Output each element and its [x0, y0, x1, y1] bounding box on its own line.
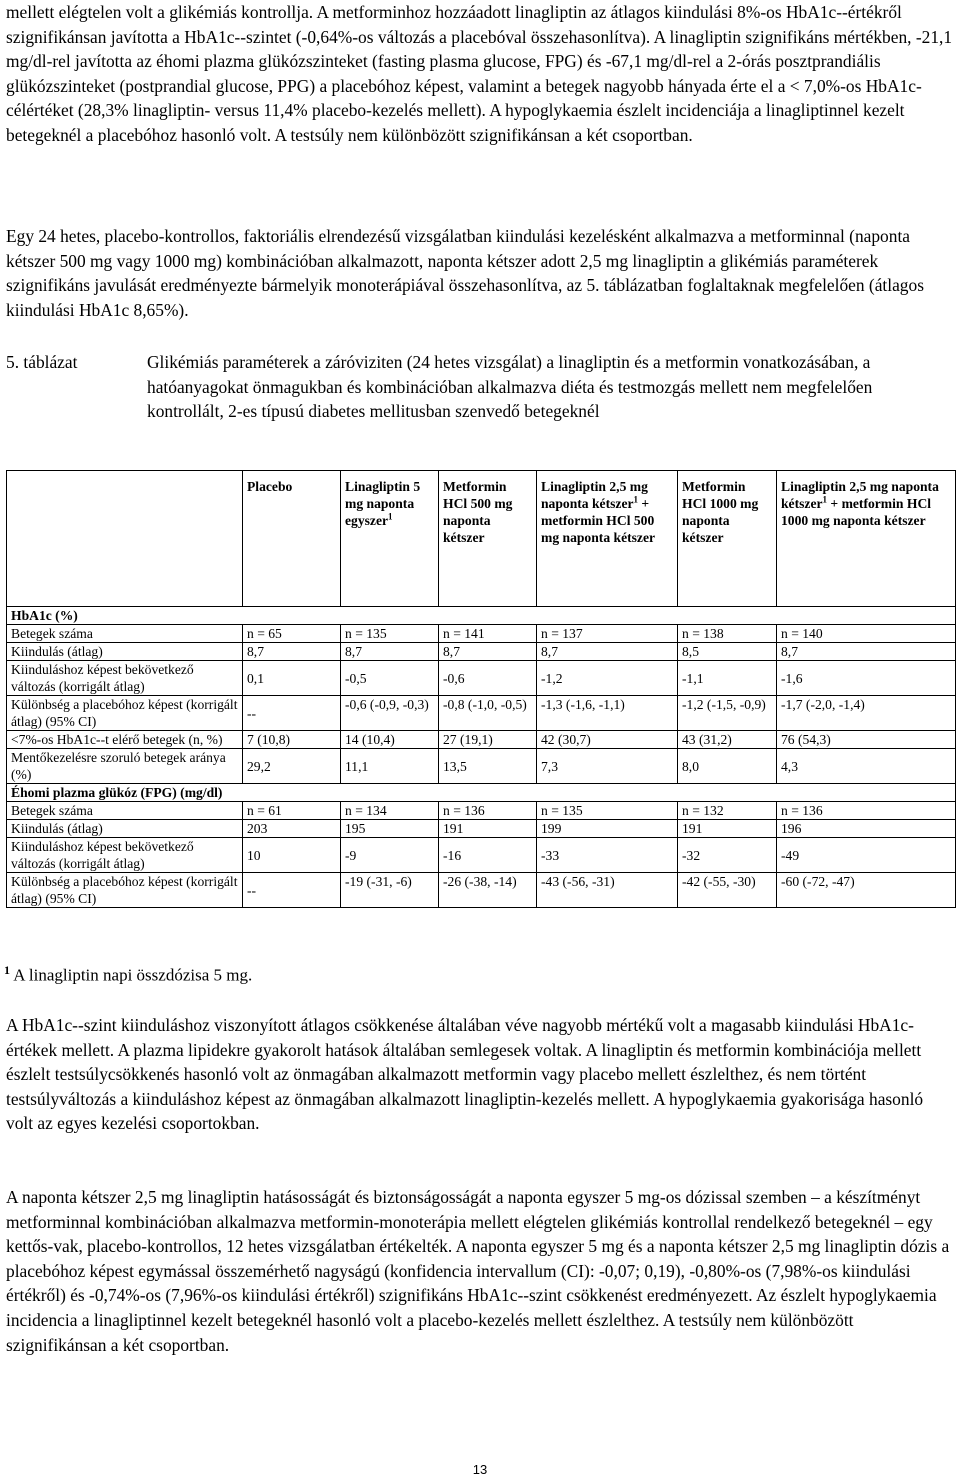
- row-label: Mentőkezelésre szoruló betegek aránya (%): [7, 749, 243, 784]
- table-cell: -33: [537, 838, 678, 873]
- table-cell: -1,2 (-1,5, -0,9): [678, 696, 777, 731]
- table-cell: 27 (19,1): [439, 731, 537, 749]
- header-empty-cell: [7, 471, 243, 607]
- table-cell: n = 141: [439, 625, 537, 643]
- table-row: [7, 731, 956, 749]
- row-label: Betegek száma: [7, 802, 243, 820]
- table-caption-label: 5. táblázat: [6, 352, 78, 372]
- results-table: [6, 470, 956, 908]
- table-cell: 196: [777, 820, 956, 838]
- section-title-fpg: Éhomi plazma glükóz (FPG) (mg/dl): [7, 784, 956, 802]
- row-label: Kiindulás (átlag): [7, 643, 243, 661]
- table-row: [7, 873, 956, 908]
- header-metformin-1000: Metformin HCl 1000 mg naponta kétszer: [678, 471, 777, 607]
- paragraph-2: Egy 24 hetes, placebo-kontrollos, faktoriális elrendezésű vizsgálatban kiindulási kezelésként alkalmazva a metforminnal (naponta kétszer 500 mg vagy 1000 mg) kombinációban alkalmazott, naponta kétszer adott 2,5 mg linagliptin a glikémiás paraméterek szignifikáns javulását eredményezte bármelyik monoterápiával összehasonlítva, az 5. táblázatban foglaltaknak megfelelően (átlagos kiindulási HbA1c 8,65%).: [6, 226, 924, 320]
- row-label: Különbség a placebóhoz képest (korrigált átlag) (95% CI): [7, 873, 243, 908]
- table-row: [7, 661, 956, 696]
- table-cell: 8,7: [341, 643, 439, 661]
- table-cell: n = 65: [243, 625, 341, 643]
- table-cell: -1,6: [777, 661, 956, 696]
- table-cell: n = 138: [678, 625, 777, 643]
- paragraph-1: mellett elégtelen volt a glikémiás kontrollja. A metforminhoz hozzáadott linagliptin az átlagos kiindulási 8%-os HbA1c--értékről szignifikánsan javította a HbA1c--szintet (-0,64%-os változás a placebóval összehasonlítva). A linagliptin szignifikáns mértékben, -21,1 mg/dl-rel javította az éhomi plazma glükózszinteket (fasting plasma glucose, FPG) és -67,1 mg/dl-rel a 2-órás posztprandiális glükózszinteket (postprandial glucose, PPG) a placebóhoz képest, valamint a betegek nagyobb hányada érte el a < 7,0%-os HbA1c- célértéket (28,3% linagliptin- versus 11,4% placebo-kezelés mellett). A hypoglykaemia észlelt incidenciája a linagliptinnel kezelt betegeknél a placebóhoz hasonló volt. A testsúly nem különbözött szignifikánsan a két csoportban.: [6, 2, 953, 145]
- table-cell: 8,7: [243, 643, 341, 661]
- section-row-hba1c: [7, 607, 956, 625]
- table-row: [7, 643, 956, 661]
- table-cell: n = 132: [678, 802, 777, 820]
- table-row: [7, 749, 956, 784]
- table-cell: n = 135: [341, 625, 439, 643]
- table-cell: 4,3: [777, 749, 956, 784]
- table-cell: -0,5: [341, 661, 439, 696]
- table-cell: 14 (10,4): [341, 731, 439, 749]
- section-row-fpg: [7, 784, 956, 802]
- table-cell: -9: [341, 838, 439, 873]
- table-cell: 8,7: [537, 643, 678, 661]
- paragraph-3: A HbA1c--szint kiinduláshoz viszonyított átlagos csökkenése általában véve nagyobb mértékű volt a magasabb kiindulási HbA1c- értékek mellett. A plazma lipidekre gyakorolt hatások általában semlegesek voltak. A linagliptin és metformin kombinációja mellett észlelt testsúlycsökkenés hasonló volt az önmagában alkalmazott metformin vagy placebo mellett észlelthez, és nem történt testsúlyváltozás a kiinduláshoz képest az önmagában alkalmazott linagliptin-kezelés mellett. A hypoglykaemia gyakorisága hasonló volt az egyes kezelési csoportokban.: [6, 1015, 924, 1134]
- table-cell: -0,8 (-1,0, -0,5): [439, 696, 537, 731]
- table-cell: 0,1: [243, 661, 341, 696]
- table-cell: -42 (-55, -30): [678, 873, 777, 908]
- table-cell: -1,7 (-2,0, -1,4): [777, 696, 956, 731]
- table-cell: -43 (-56, -31): [537, 873, 678, 908]
- table-cell: -1,2: [537, 661, 678, 696]
- header-combo-500: Linagliptin 2,5 mg naponta kétszer$^1$ + metformin HCl 500 mg naponta kétszer: [537, 471, 678, 607]
- row-label: Különbség a placebóhoz képest (korrigált átlag) (95% CI): [7, 696, 243, 731]
- table-cell: -1,1: [678, 661, 777, 696]
- table-cell: 8,7: [439, 643, 537, 661]
- table-cell: -49: [777, 838, 956, 873]
- table-cell: --: [243, 696, 341, 731]
- row-label: Kiindulás (átlag): [7, 820, 243, 838]
- paragraph-4: A naponta kétszer 2,5 mg linagliptin hatásosságát és biztonságosságát a naponta egyszer 5 mg-os dózissal szemben – a készítményt metforminnal kombinációban alkalmazva metformin-monoterápia mellett elégtelen glikémiás kontrollal rendelkező betegeknél – egy kettős-vak, placebo-kontrollos, 12 hetes vizsgálatban értékelték. A naponta egyszer 5 mg és a naponta kétszer 2,5 mg linagliptin dózis a placebóhoz képest egymással összemérhető nagyságú (konfidencia intervallum (CI): -0,07; 0,19), -0,80%-os (7,98%-os kiindulási értékről) és -0,74%-os (7,96%-os kiindulási értékről) szignifikáns HbA1c--szint csökkenést eredményezett. Az észlelt hypoglykaemia incidencia a linagliptinnel kezelt betegeknél hasonló volt a placebo-kezelés mellett észlelthez. A testsúly nem különbözött szignifikánsan a két csoportban.: [6, 1187, 950, 1355]
- table-cell: 13,5: [439, 749, 537, 784]
- table-cell: 8,7: [777, 643, 956, 661]
- table-cell: -19 (-31, -6): [341, 873, 439, 908]
- table-cell: n = 61: [243, 802, 341, 820]
- row-label: <7%-os HbA1c--t elérő betegek (n, %): [7, 731, 243, 749]
- table-cell: 11,1: [341, 749, 439, 784]
- table-cell: 8,5: [678, 643, 777, 661]
- table-cell: 29,2: [243, 749, 341, 784]
- table-header-row: [7, 471, 956, 607]
- table-row: [7, 802, 956, 820]
- table-cell: n = 135: [537, 802, 678, 820]
- table-cell: n = 137: [537, 625, 678, 643]
- table-cell: -60 (-72, -47): [777, 873, 956, 908]
- table-cell: -26 (-38, -14): [439, 873, 537, 908]
- table-cell: 43 (31,2): [678, 731, 777, 749]
- footnote-text: A linagliptin napi összdózisa 5 mg.: [10, 965, 253, 985]
- table-cell: -0,6: [439, 661, 537, 696]
- table-cell: -0,6 (-0,9, -0,3): [341, 696, 439, 731]
- table-cell: n = 140: [777, 625, 956, 643]
- table-row: [7, 696, 956, 731]
- table-row: [7, 838, 956, 873]
- page-number: 13: [472, 1462, 488, 1477]
- header-linagliptin-5mg: Linagliptin 5 mg naponta egyszer$^1$: [341, 471, 439, 607]
- table-cell: 8,0: [678, 749, 777, 784]
- header-placebo: Placebo: [243, 471, 341, 607]
- row-label: Betegek száma: [7, 625, 243, 643]
- table-cell: 203: [243, 820, 341, 838]
- table-footnote: [4, 958, 252, 988]
- table-cell: 191: [678, 820, 777, 838]
- table-row: [7, 820, 956, 838]
- table-cell: n = 136: [439, 802, 537, 820]
- table-caption-text: Glikémiás paraméterek a záróviziten (24 hetes vizsgálat) a linagliptin és a metformin vonatkozásában, a hatóanyagokat önmagukban és kombinációban alkalmazva diéta és testmozgás mellett nem megfelelően kontrollált, 2-es típusú diabetes mellitusban szenvedő betegeknél: [147, 352, 873, 422]
- table-row: [7, 625, 956, 643]
- table-cell: 195: [341, 820, 439, 838]
- section-title-hba1c: HbA1c (%): [7, 607, 956, 625]
- table-cell: -16: [439, 838, 537, 873]
- header-metformin-500: Metformin HCl 500 mg naponta kétszer: [439, 471, 537, 607]
- table-cell: 191: [439, 820, 537, 838]
- table-cell: 199: [537, 820, 678, 838]
- table-cell: 76 (54,3): [777, 731, 956, 749]
- table-cell: -32: [678, 838, 777, 873]
- table-cell: n = 134: [341, 802, 439, 820]
- table-cell: 10: [243, 838, 341, 873]
- table-cell: 7,3: [537, 749, 678, 784]
- header-combo-1000: Linagliptin 2,5 mg naponta kétszer$^1$ + metformin HCl 1000 mg naponta kétszer: [777, 471, 956, 607]
- table-cell: 42 (30,7): [537, 731, 678, 749]
- table-cell: --: [243, 873, 341, 908]
- footnote-mark: 1: [4, 963, 10, 977]
- table-cell: 7 (10,8): [243, 731, 341, 749]
- table-cell: n = 136: [777, 802, 956, 820]
- row-label: Kiinduláshoz képest bekövetkező változás (korrigált átlag): [7, 661, 243, 696]
- table-cell: -1,3 (-1,6, -1,1): [537, 696, 678, 731]
- row-label: Kiinduláshoz képest bekövetkező változás (korrigált átlag): [7, 838, 243, 873]
